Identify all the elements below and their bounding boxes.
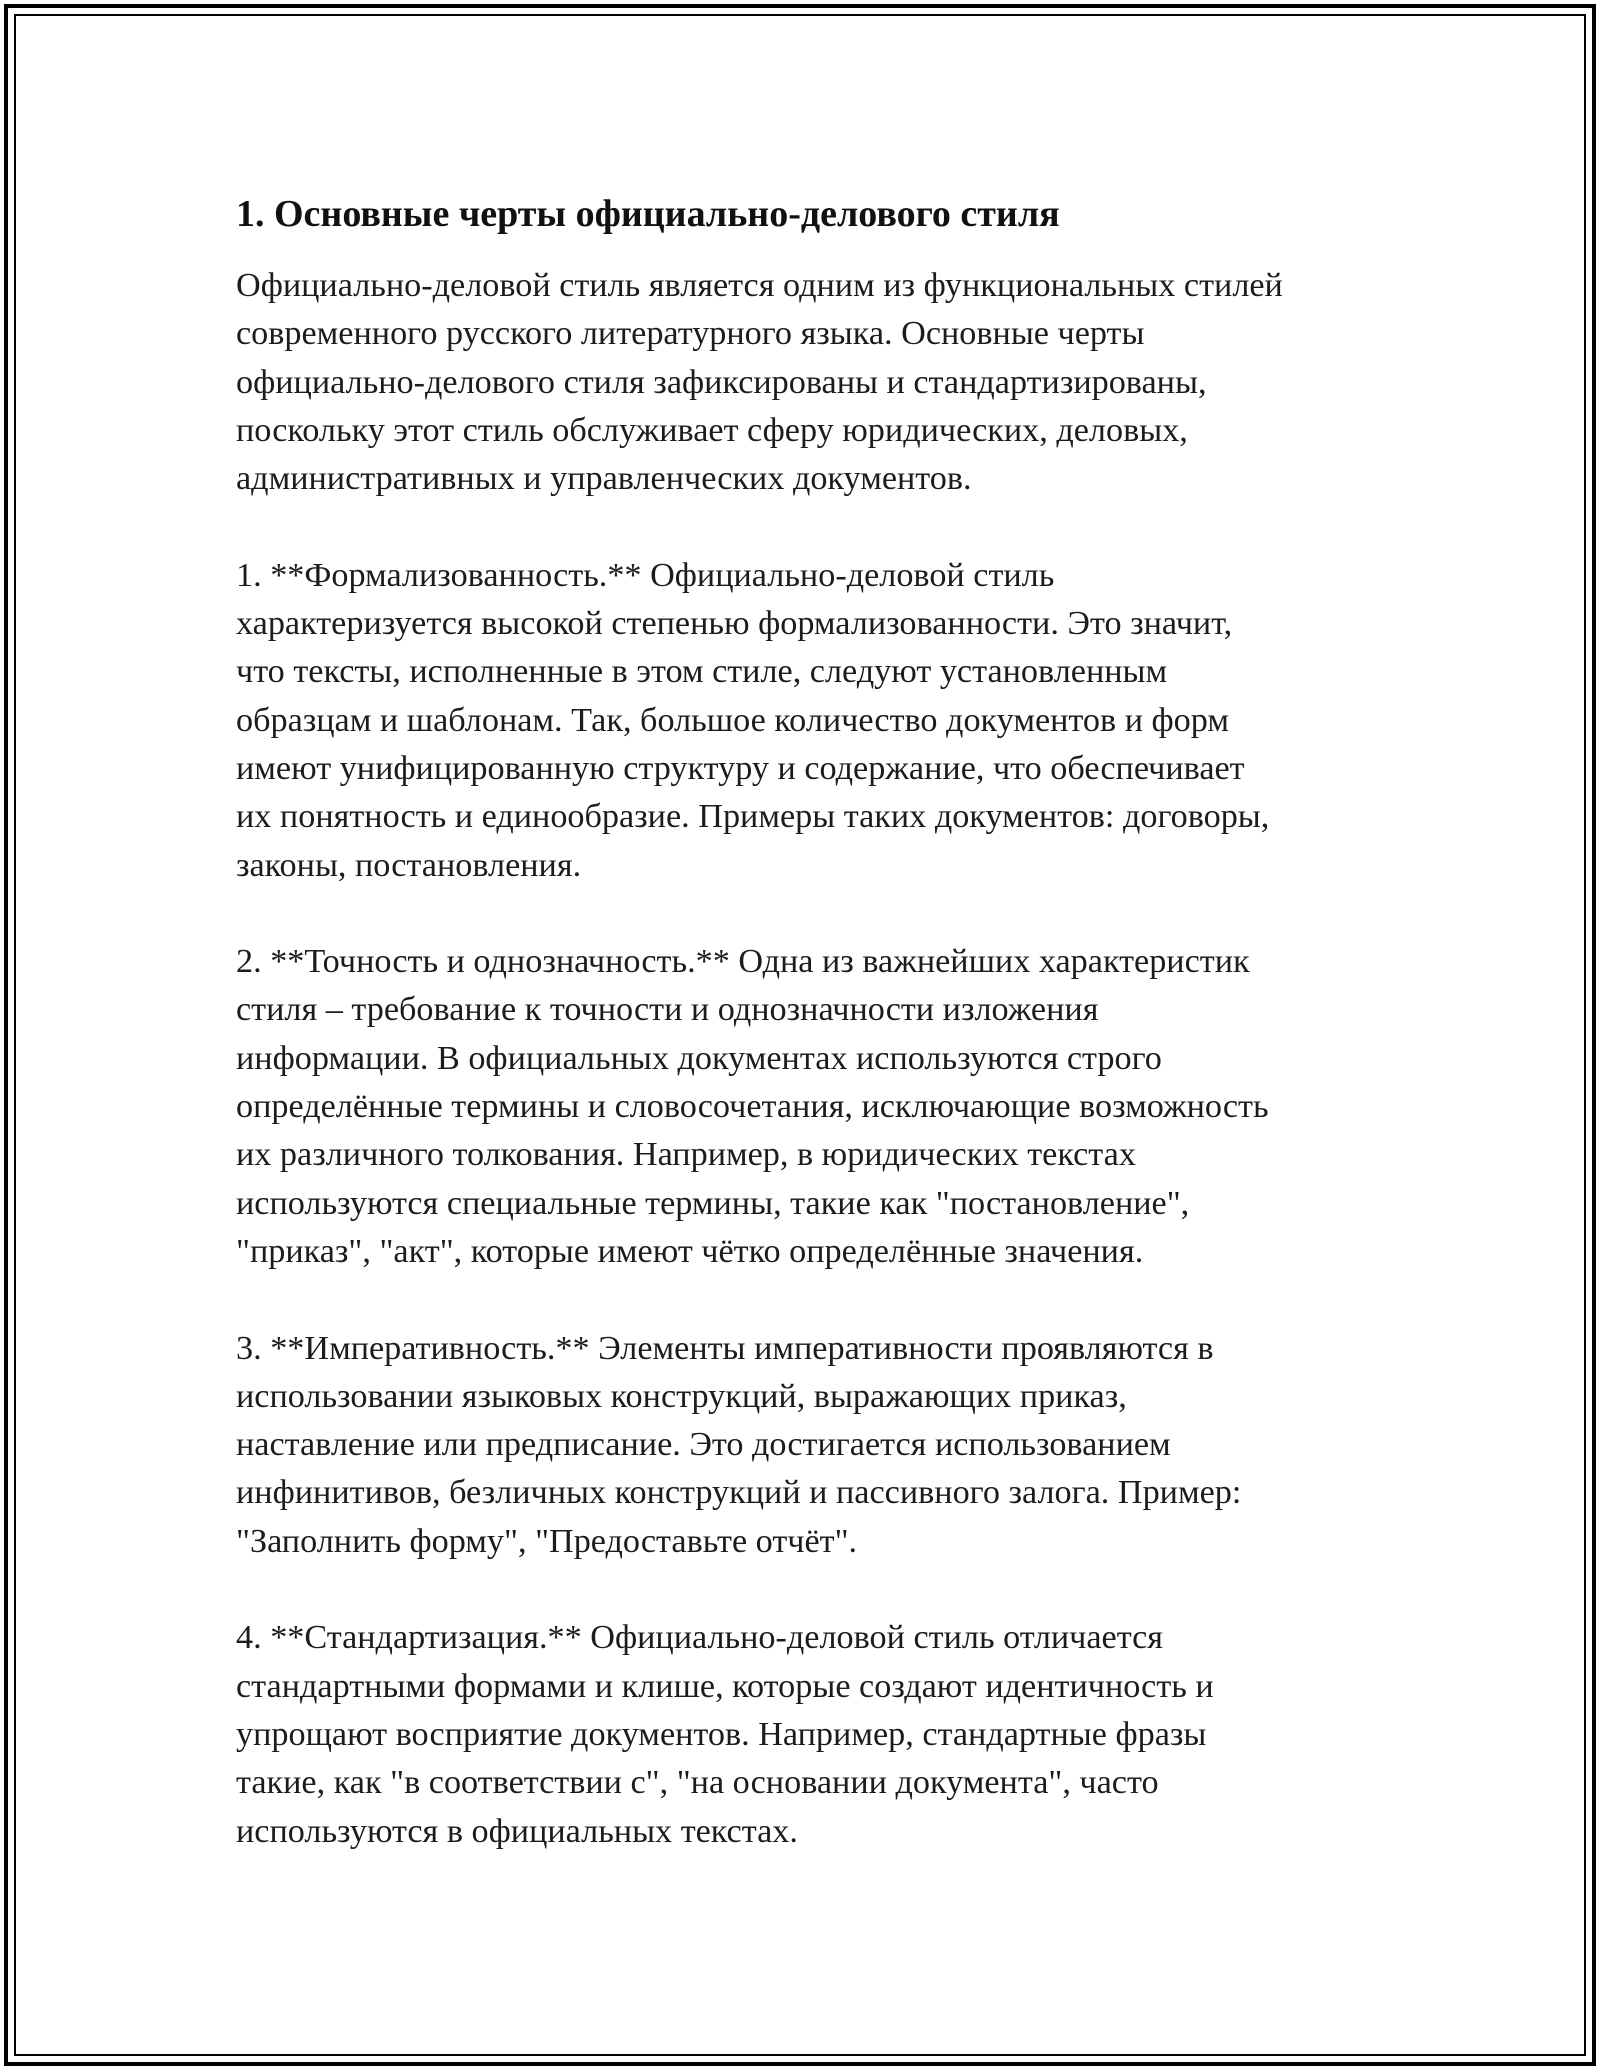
text-line: что тексты, исполненные в этом стиле, следуют установленным (236, 653, 1168, 691)
text-line: использовании языковых конструкций, выражающих приказ, (236, 1377, 1127, 1415)
text-line: наставление или предписание. Это достигается использованием (236, 1426, 1171, 1464)
text-line: 3. **Императивность.** Элементы императивности проявляются в (236, 1329, 1214, 1367)
item-imperativeness (236, 1325, 1376, 1566)
text-line: инфинитивов, безличных конструкций и пассивного залога. Пример: (236, 1474, 1242, 1512)
text-line: 2. **Точность и однозначность.** Одна из важнейших характеристик (236, 943, 1250, 981)
text-line: современного русского литературного языка. Основные черты (236, 315, 1145, 353)
item-precision (236, 938, 1376, 1276)
document-body (236, 186, 1376, 1856)
text-line: используются в официальных текстах. (236, 1812, 798, 1850)
text-line: информации. В официальных документах используются строго (236, 1039, 1162, 1077)
text-line: официально-делового стиля зафиксированы и стандартизированы, (236, 363, 1207, 401)
text-line: "Заполнить форму", "Предоставьте отчёт". (236, 1522, 858, 1560)
text-line: поскольку этот стиль обслуживает сферу юридических, деловых, (236, 411, 1188, 449)
text-line: стандартными формами и клише, которые создают идентичность и (236, 1667, 1214, 1705)
text-line: имеют унифицированную структуру и содержание, что обеспечивает (236, 749, 1245, 787)
text-line: характеризуется высокой степенью формализованности. Это значит, (236, 605, 1233, 643)
section-heading: 1. Основные черты официально-делового стиля (236, 193, 1060, 235)
text-line: их понятность и единообразие. Примеры таких документов: договоры, (236, 798, 1270, 836)
text-line: их различного толкования. Например, в юридических текстах (236, 1136, 1136, 1174)
text-line: административных и управленческих документов. (236, 460, 972, 498)
text-line: такие, как "в соответствии с", "на основании документа", часто (236, 1764, 1159, 1802)
text-line: Официально-деловой стиль является одним из функциональных стилей (236, 267, 1283, 304)
item-formalization (236, 552, 1376, 890)
text-line: стиля – требование к точности и однозначности изложения (236, 991, 1099, 1029)
text-line: 4. **Стандартизация.** Официально-деловой стиль отличается (236, 1619, 1163, 1657)
text-line: упрощают восприятие документов. Например, стандартные фразы (236, 1715, 1207, 1753)
text-line: образцам и шаблонам. Так, большое количество документов и форм (236, 701, 1229, 739)
text-line: законы, постановления. (236, 846, 582, 884)
text-line: 1. **Формализованность.** Официально-деловой стиль (236, 556, 1055, 594)
text-line: определённые термины и словосочетания, исключающие возможность (236, 1088, 1269, 1126)
item-standardization (236, 1614, 1376, 1855)
text-line: "приказ", "акт", которые имеют чётко определённые значения. (236, 1232, 1144, 1270)
text-line: используются специальные термины, такие как "постановление", (236, 1184, 1190, 1222)
intro-paragraph (236, 262, 1376, 503)
